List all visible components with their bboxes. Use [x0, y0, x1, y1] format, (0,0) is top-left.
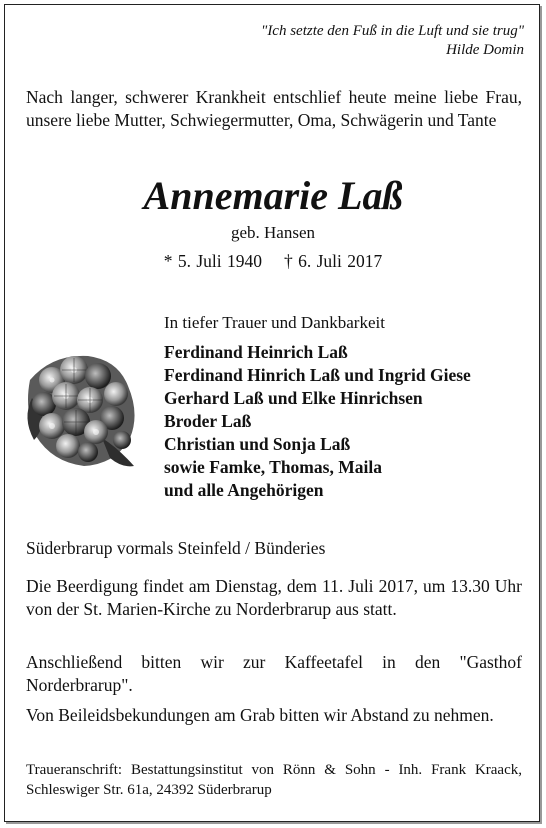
hydrangea-flower-icon	[22, 340, 140, 475]
deceased-name: Annemarie Laß	[143, 173, 403, 218]
mourners-intro: In tiefer Trauer und Dankbarkeit	[164, 313, 385, 332]
intro-text: Nach langer, schwerer Krankheit entschlief heute meine liebe Frau, unsere liebe Mutter, Schwiegermutter, Oma, Schwägerin und Tante	[26, 87, 522, 130]
funeral-notice: Die Beerdigung findet am Dienstag, dem 11. Juli 2017, um 13.30 Uhr von der St. Marien-Kirche zu Norderbrarup aus statt.	[26, 576, 522, 619]
mourner-name: Christian und Sonja Laß	[164, 434, 351, 454]
quote-block	[261, 22, 524, 60]
mourner-name: Broder Laß	[164, 411, 252, 431]
condolences-notice: Von Beileidsbekundungen am Grab bitten wir Abstand zu nehmen.	[26, 705, 494, 725]
death-date: † 6. Juli 2017	[284, 251, 383, 271]
mourning-address: Traueranschrift: Bestattungsinstitut von Rönn & Sohn - Inh. Frank Kraack, Schleswiger Str. 61a, 24392 Süderbrarup	[26, 762, 522, 798]
mourner-name: sowie Famke, Thomas, Maila	[164, 457, 382, 477]
mourners-list	[164, 341, 471, 502]
quote-author: Hilde Domin	[446, 42, 524, 58]
quote-text: "Ich setzte den Fuß in die Luft und sie trug"	[261, 23, 524, 39]
place-line: Süderbrarup vormals Steinfeld / Bünderies	[26, 538, 326, 558]
mourner-name: Ferdinand Heinrich Laß	[164, 342, 348, 362]
reception-notice: Anschließend bitten wir zur Kaffeetafel in den "Gasthof Norderbrarup".	[26, 652, 522, 695]
mourner-name: Ferdinand Hinrich Laß und Ingrid Giese	[164, 365, 471, 385]
life-dates	[0, 250, 546, 272]
mourner-name: und alle Angehörigen	[164, 480, 324, 500]
mourner-name: Gerhard Laß und Elke Hinrichsen	[164, 388, 423, 408]
birth-date: * 5. Juli 1940	[163, 251, 262, 271]
birth-name: geb. Hansen	[230, 223, 316, 242]
